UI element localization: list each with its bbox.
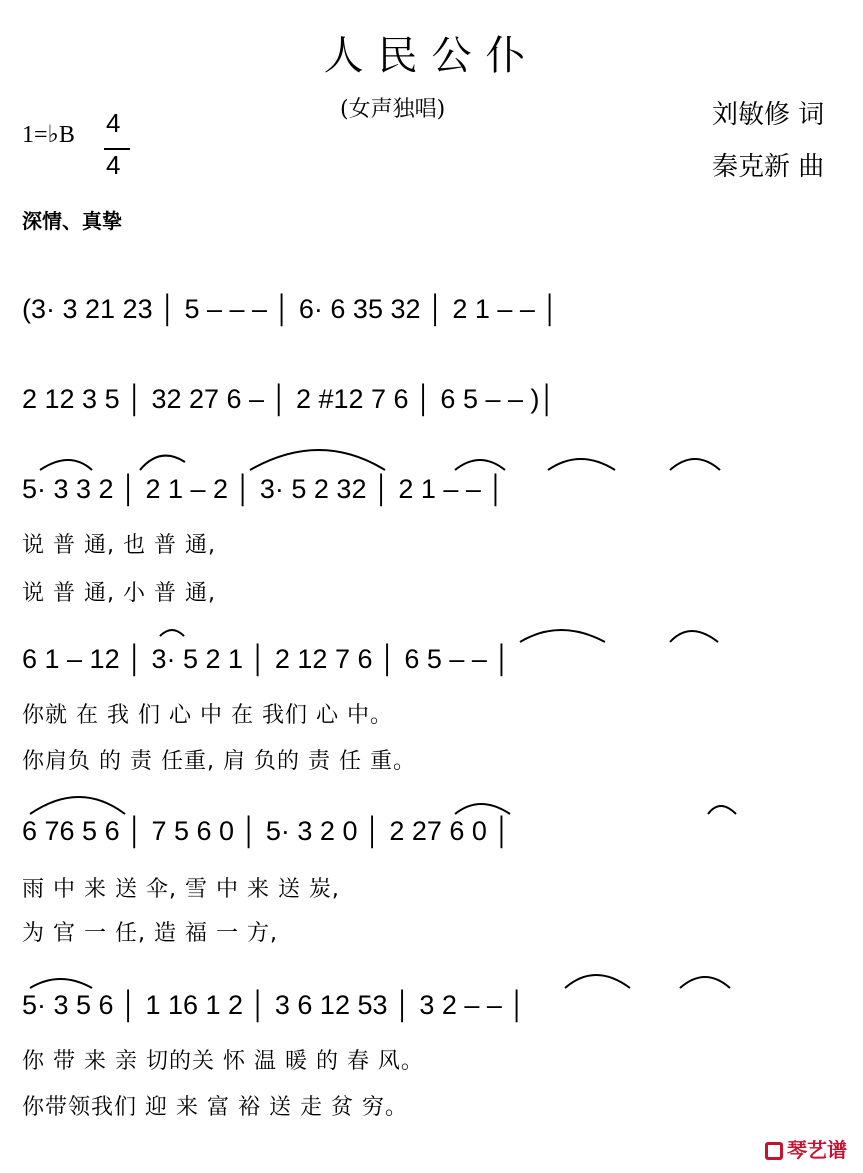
watermark-text: 琴艺谱 bbox=[787, 1138, 847, 1162]
lyric-line-3-verse-2: 说 普 通, 小 普 通, bbox=[22, 581, 216, 606]
lyric-line-3-verse-1: 说 普 通, 也 普 通, bbox=[22, 533, 216, 558]
slur bbox=[680, 977, 730, 988]
slur bbox=[30, 797, 125, 814]
notation-line-1: (3· 3 21 23 │ 5 – – – │ 6· 6 35 32 │ 2 1 – – │ bbox=[22, 294, 560, 324]
notation-line-6: 5· 3 5 6 │ 1 16 1 2 │ 3 6 12 53 │ 3 2 – – │ bbox=[22, 990, 527, 1020]
slur bbox=[520, 630, 605, 642]
lyric-line-5-verse-1: 雨 中 来 送 伞, 雪 中 来 送 炭, bbox=[22, 877, 340, 902]
site-watermark bbox=[765, 1134, 847, 1163]
time-signature-top: 4 bbox=[106, 108, 121, 138]
notation-line-4: 6 1 – 12 │ 3· 5 2 1 │ 2 12 7 6 │ 6 5 – – │ bbox=[22, 644, 512, 674]
tempo-marking: 深情、真挚 bbox=[22, 209, 122, 233]
slur bbox=[455, 804, 510, 814]
key-signature: 1=♭B bbox=[22, 122, 75, 148]
slur bbox=[548, 459, 615, 470]
slur bbox=[670, 459, 720, 470]
lyric-line-6-verse-1: 你 带 来 亲 切的关 怀 温 暖 的 春 风。 bbox=[22, 1049, 424, 1074]
slur bbox=[160, 630, 184, 636]
lyric-line-6-verse-2: 你带领我们 迎 来 富 裕 送 走 贫 穷。 bbox=[22, 1095, 408, 1120]
slur bbox=[140, 456, 185, 470]
lyric-line-4-verse-2: 你肩负 的 责 任重, 肩 负的 责 任 重。 bbox=[22, 749, 416, 774]
lyricist-credit: 刘敏修 词 bbox=[712, 100, 825, 130]
notation-line-2: 2 12 3 5 │ 32 27 6 – │ 2 #12 7 6 │ 6 5 – – )│ bbox=[22, 384, 557, 414]
slur bbox=[708, 806, 736, 814]
lyric-line-4-verse-1: 你就 在 我 们 心 中 在 我们 心 中。 bbox=[22, 703, 393, 728]
song-title: 人民公仆 bbox=[323, 33, 540, 79]
slur bbox=[455, 460, 505, 470]
notation-line-3: 5· 3 3 2 │ 2 1 – 2 │ 3· 5 2 32 │ 2 1 – – │ bbox=[22, 474, 506, 504]
slur bbox=[250, 450, 385, 470]
lyric-line-5-verse-2: 为 官 一 任, 造 福 一 方, bbox=[22, 921, 278, 946]
slur bbox=[565, 975, 630, 988]
slur bbox=[40, 460, 92, 470]
slur bbox=[670, 631, 718, 642]
composer-credit: 秦克新 曲 bbox=[712, 152, 825, 182]
time-signature-bottom: 4 bbox=[106, 150, 121, 180]
logo-icon bbox=[765, 1142, 783, 1160]
slur bbox=[30, 979, 92, 988]
notation-line-5: 6 76 5 6 │ 7 5 6 0 │ 5· 3 2 0 │ 2 27 6 0 │ bbox=[22, 816, 512, 846]
song-subtitle: (女声独唱) bbox=[340, 97, 446, 122]
